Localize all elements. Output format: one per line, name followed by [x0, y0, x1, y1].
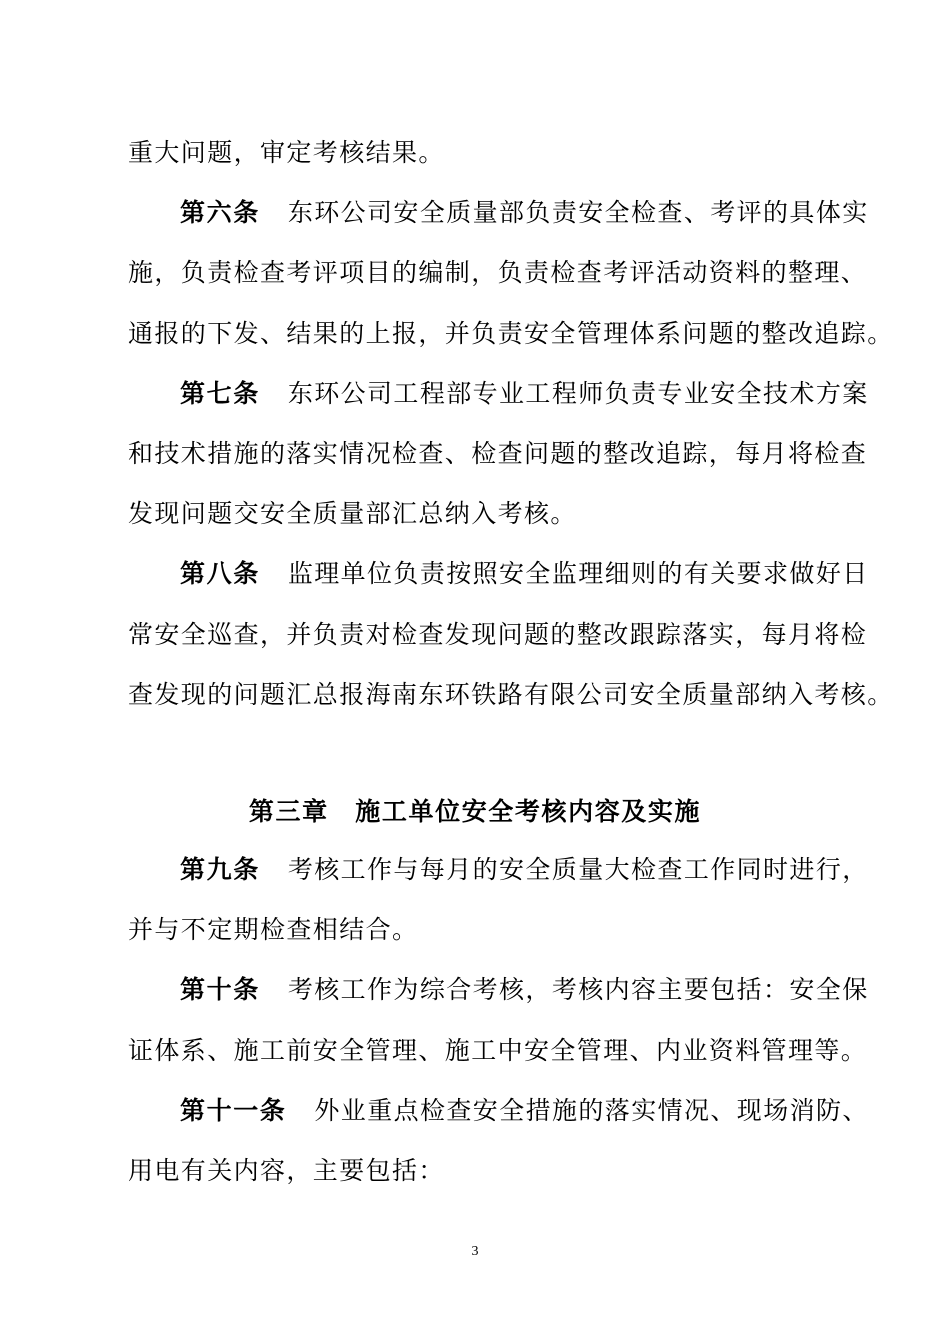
article-7-label: 第七条: [180, 379, 260, 408]
article-7-text-3: 发现问题交安全质量部汇总纳入考核。: [128, 499, 577, 528]
article-11-first-line: [180, 1095, 869, 1127]
article-8-first-line: [180, 558, 869, 590]
article-11-text-2: 用电有关内容，主要包括：: [128, 1156, 445, 1185]
page-number: 3: [471, 1244, 479, 1259]
article-6-text-2: 施，负责检查考评项目的编制，负责检查考评活动资料的整理、: [128, 258, 868, 287]
article-11-text-1: 外业重点检查安全措施的落实情况、现场消防、: [314, 1096, 869, 1125]
article-7-text-1: 东环公司工程部专业工程师负责专业安全技术方案: [287, 379, 869, 408]
article-8-label: 第八条: [180, 559, 260, 588]
article-9-text-1: 考核工作与每月的安全质量大检查工作同时进行，: [287, 855, 869, 884]
article-7-first-line: [180, 378, 869, 410]
article-10-text-1: 考核工作为综合考核，考核内容主要包括：安全保: [287, 975, 869, 1004]
article-9-label: 第九条: [180, 855, 260, 884]
article-10-first-line: [180, 974, 869, 1006]
article-6-first-line: [180, 197, 869, 229]
article-6-label: 第六条: [180, 198, 260, 227]
article-11-label: 第十一条: [180, 1096, 287, 1125]
article-7-text-2: 和技术措施的落实情况检查、检查问题的整改追踪，每月将检查: [128, 439, 868, 468]
article-10-label: 第十条: [180, 975, 260, 1004]
article-8-text-1: 监理单位负责按照安全监理细则的有关要求做好日: [287, 559, 869, 588]
article-8-text-3: 查发现的问题汇总报海南东环铁路有限公司安全质量部纳入考核。: [128, 680, 894, 709]
article-6-text-1: 东环公司安全质量部负责安全检查、考评的具体实: [287, 198, 869, 227]
continuation-text: 重大问题，审定考核结果。: [128, 138, 445, 167]
article-6-text-3: 通报的下发、结果的上报，并负责安全管理体系问题的整改追踪。: [128, 319, 894, 348]
article-8-text-2: 常安全巡查，并负责对检查发现问题的整改跟踪落实，每月将检: [128, 620, 868, 649]
article-10-text-2: 证体系、施工前安全管理、施工中安全管理、内业资料管理等。: [128, 1036, 868, 1065]
chapter-heading: 第三章 施工单位安全考核内容及实施: [248, 797, 702, 826]
article-9-first-line: [180, 854, 869, 886]
article-9-text-2: 并与不定期检查相结合。: [128, 915, 419, 944]
